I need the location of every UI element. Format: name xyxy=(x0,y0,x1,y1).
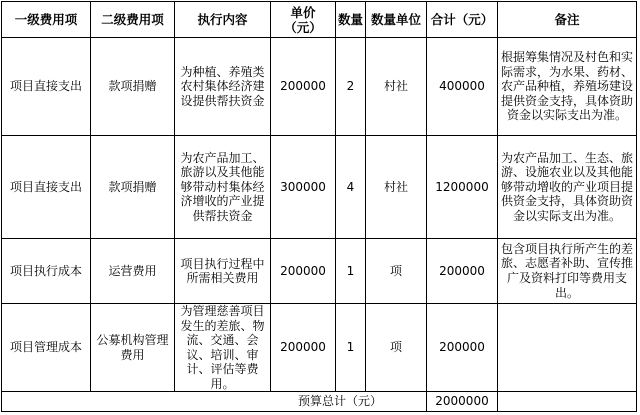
total-cell: 1200000 xyxy=(427,136,498,239)
header-level2: 二级费用项 xyxy=(91,2,175,38)
header-row xyxy=(2,2,637,38)
total-cell: 200000 xyxy=(427,239,498,304)
footer-empty-cell xyxy=(498,392,637,412)
unit-cell: 村社 xyxy=(366,136,427,239)
unit-cell: 项 xyxy=(366,304,427,392)
level1-cell: 项目直接支出 xyxy=(2,38,91,136)
level1-cell: 项目管理成本 xyxy=(2,304,91,392)
qty-cell: 4 xyxy=(336,136,366,239)
total-cell: 200000 xyxy=(427,304,498,392)
note-cell: 根据筹集情况及村色和实际需求，为水果、药材、农产品种植，养殖场建设提供资金支持，具体资助资金以实际支出为准。 xyxy=(498,38,637,136)
price-cell: 200000 xyxy=(271,239,336,304)
header-note: 备注 xyxy=(498,2,637,38)
table-row xyxy=(2,304,637,392)
header-qty: 数量 xyxy=(336,2,366,38)
note-cell xyxy=(498,304,637,392)
table-row xyxy=(2,239,637,304)
budget-total-label: 预算总计（元） xyxy=(2,392,427,412)
total-cell: 400000 xyxy=(427,38,498,136)
header-content: 执行内容 xyxy=(175,2,271,38)
table-row xyxy=(2,136,637,239)
level1-cell: 项目执行成本 xyxy=(2,239,91,304)
qty-cell: 2 xyxy=(336,38,366,136)
content-cell: 项目执行过程中所需相关费用 xyxy=(175,239,271,304)
price-cell: 200000 xyxy=(271,38,336,136)
header-total: 合计（元） xyxy=(427,2,498,38)
level2-cell: 公募机构管理费用 xyxy=(91,304,175,392)
content-cell: 为农产品加工、旅游以及其他能够带动村集体经济增收的产业提供帮扶资金 xyxy=(175,136,271,239)
budget-table xyxy=(1,1,637,412)
note-cell: 包含项目执行所产生的差旅、志愿者补助、宣传推广及资料打印等费用支出。 xyxy=(498,239,637,304)
level2-cell: 运营费用 xyxy=(91,239,175,304)
table-row xyxy=(2,38,637,136)
price-cell: 300000 xyxy=(271,136,336,239)
level2-cell: 款项捐赠 xyxy=(91,136,175,239)
qty-cell: 1 xyxy=(336,304,366,392)
note-cell: 为农产品加工、生态、旅游、设施农业以及其他能够带动增收的产业项目提供资金支持，具体资助资金以实际支出为准。 xyxy=(498,136,637,239)
content-cell: 为管理慈善项目发生的差旅、物流、交通、会议、培训、审计、评估等费用。 xyxy=(175,304,271,392)
level1-cell: 项目直接支出 xyxy=(2,136,91,239)
price-cell: 200000 xyxy=(271,304,336,392)
unit-cell: 项 xyxy=(366,239,427,304)
qty-cell: 1 xyxy=(336,239,366,304)
content-cell: 为种植、养殖类农村集体经济建设提供帮扶资金 xyxy=(175,38,271,136)
footer-row xyxy=(2,392,637,412)
header-unit: 数量单位 xyxy=(366,2,427,38)
header-level1: 一级费用项 xyxy=(2,2,91,38)
header-price: 单价 （元） xyxy=(271,2,336,38)
unit-cell: 村社 xyxy=(366,38,427,136)
budget-total-value: 2000000 xyxy=(427,392,498,412)
level2-cell: 款项捐赠 xyxy=(91,38,175,136)
